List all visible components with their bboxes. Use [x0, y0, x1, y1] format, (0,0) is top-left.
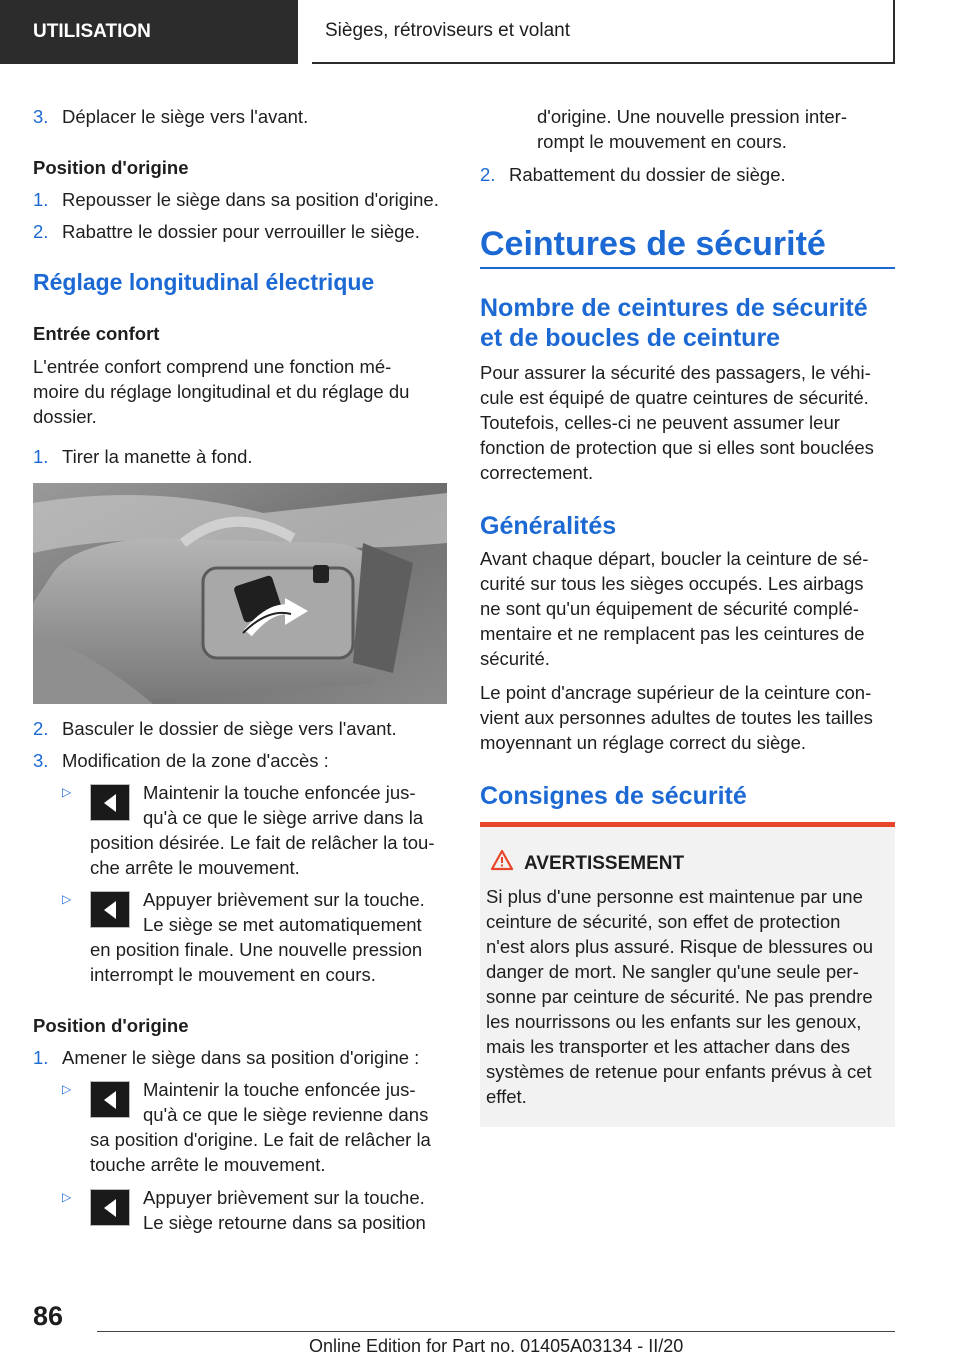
text-line: mais les transporter et les attacher dans des: [486, 1036, 851, 1057]
text-line: ne sont qu'un équipement de sécurité complé-: [480, 598, 859, 619]
step-number: 1.: [33, 189, 49, 210]
text-line: Appuyer brièvement sur la touche.: [143, 889, 425, 910]
text-line: Si plus d'une personne est maintenue par une: [486, 886, 863, 907]
step-text: Rabattre le dossier pour verrouiller le siège.: [62, 221, 420, 242]
bullet-text: [143, 1077, 428, 1127]
text-line: qu'à ce que le siège revienne dans: [143, 1104, 429, 1125]
text-line: Le siège retourne dans sa position: [143, 1212, 426, 1233]
text-line: n'est alors plus assuré. Risque de blessures ou: [486, 936, 874, 957]
text-line: sonne par ceinture de sécurité. Ne pas prendre: [486, 986, 873, 1007]
continued-text: [537, 104, 847, 154]
step-text: Tirer la manette à fond.: [62, 446, 253, 467]
bullet-text: [143, 887, 425, 937]
text-line: Le siège se met automatiquement: [143, 914, 422, 935]
step-text: Basculer le dossier de siège vers l'avant.: [62, 718, 397, 739]
text-line: che arrête le mouvement.: [90, 857, 300, 878]
section-tab: UTILISATION: [0, 0, 298, 64]
bullet-text: [90, 830, 435, 880]
text-line: effet.: [486, 1086, 527, 1107]
text-line: Maintenir la touche enfoncée jus-: [143, 782, 416, 803]
bullet-triangle-icon: ▷: [62, 785, 72, 799]
subheading-original-position: Position d'origine: [33, 157, 189, 178]
text-line: qu'à ce que le siège arrive dans la: [143, 807, 424, 828]
text-line: L'entrée confort comprend une fonction mé-: [33, 356, 392, 377]
seat-lever-photo: [33, 483, 447, 704]
general-paragraph: [480, 546, 868, 671]
warning-text: [486, 884, 891, 1109]
text-line: Le point d'ancrage supérieur de la ceinture con-: [480, 682, 872, 703]
text-line: en position finale. Une nouvelle pression: [90, 939, 423, 960]
text-line: moire du réglage longitudinal et du réglage du: [33, 381, 410, 402]
seat-button-icon: [90, 1189, 130, 1226]
text-line: moyennant un réglage correct du siège.: [480, 732, 807, 753]
step-text: Repousser le siège dans sa position d'origine.: [62, 189, 439, 210]
step-text: Amener le siège dans sa position d'origine :: [62, 1047, 420, 1068]
step-number: 1.: [33, 446, 49, 467]
heading-general: Généralités: [480, 512, 617, 540]
text-line: dossier.: [33, 406, 97, 427]
warning-box: [480, 822, 895, 1127]
heading-seat-belts: Ceintures de sécurité: [480, 225, 826, 263]
text-line: position désirée. Le fait de relâcher la tou-: [90, 832, 435, 853]
step-text: Rabattement du dossier de siège.: [509, 164, 786, 185]
text-line: vient aux personnes adultes de toutes les tailles: [480, 707, 873, 728]
footer-rule: [97, 1331, 895, 1332]
step-text: Modification de la zone d'accès :: [62, 750, 329, 771]
page-number: 86: [33, 1301, 64, 1331]
text-line: mentaire et ne remplacent pas les ceintures de: [480, 623, 865, 644]
step-number: 2.: [480, 164, 496, 185]
text-line: Toutefois, celles-ci ne peuvent assumer leur: [480, 412, 840, 433]
anchor-paragraph: [480, 680, 873, 755]
chapter-title: Sièges, rétroviseurs et volant: [312, 0, 895, 64]
bullet-triangle-icon: ▷: [62, 1190, 72, 1204]
seat-button-icon: [90, 891, 130, 928]
text-line: curité sur tous les sièges occupés. Les airbags: [480, 573, 864, 594]
text-line: Avant chaque départ, boucler la ceinture de sé-: [480, 548, 869, 569]
text-line: rompt le mouvement en cours.: [537, 131, 787, 152]
heading-line: et de boucles de ceinture: [480, 324, 781, 352]
heading-belt-count: [480, 293, 868, 353]
bullet-text: [143, 780, 423, 830]
belts-paragraph: [480, 360, 874, 485]
text-line: correctement.: [480, 462, 594, 483]
subheading-original-position: Position d'origine: [33, 1015, 189, 1036]
step-number: 3.: [33, 750, 49, 771]
heading-safety-notes: Consignes de sécurité: [480, 782, 747, 810]
text-line: cule est équipé de quatre ceintures de sécurité.: [480, 387, 869, 408]
seat-button-icon: [90, 784, 130, 821]
bullet-text: [143, 1185, 426, 1235]
heading-line: Nombre de ceintures de sécurité: [480, 294, 868, 322]
text-line: sa position d'origine. Le fait de relâcher la: [90, 1129, 431, 1150]
step-number: 2.: [33, 221, 49, 242]
step-number: 2.: [33, 718, 49, 739]
subheading-comfort-entry: Entrée confort: [33, 323, 160, 344]
step-number: 1.: [33, 1047, 49, 1068]
warning-title: AVERTISSEMENT: [524, 853, 685, 874]
seat-lever-illustration: [33, 483, 447, 704]
page-header: [0, 0, 960, 66]
heading-electric-adjustment: Réglage longitudinal électrique: [33, 269, 375, 295]
text-line: touche arrête le mouvement.: [90, 1154, 326, 1175]
seat-button-icon: [90, 1081, 130, 1118]
bullet-text: [90, 1127, 431, 1177]
bullet-triangle-icon: ▷: [62, 892, 72, 906]
text-line: Appuyer brièvement sur la touche.: [143, 1187, 425, 1208]
text-line: ceinture de sécurité, son effet de protection: [486, 911, 841, 932]
step-text: Déplacer le siège vers l'avant.: [62, 106, 309, 127]
text-line: interrompt le mouvement en cours.: [90, 964, 376, 985]
bullet-triangle-icon: ▷: [62, 1082, 72, 1096]
text-line: danger de mort. Ne sangler qu'une seule per-: [486, 961, 859, 982]
text-line: Maintenir la touche enfoncée jus-: [143, 1079, 416, 1100]
text-line: d'origine. Une nouvelle pression inter-: [537, 106, 847, 127]
text-line: systèmes de retenue pour enfants prévus à cet: [486, 1061, 872, 1082]
text-line: fonction de protection que si elles sont bouclées: [480, 437, 874, 458]
step-number: 3.: [33, 106, 49, 127]
bullet-text: [90, 937, 422, 987]
comfort-paragraph: [33, 354, 409, 429]
heading-rule: [480, 267, 895, 269]
warning-triangle-icon: [490, 849, 514, 871]
text-line: Pour assurer la sécurité des passagers, le véhi-: [480, 362, 871, 383]
text-line: sécurité.: [480, 648, 550, 669]
footer-edition: Online Edition for Part no. 01405A03134 - II/20: [309, 1336, 684, 1356]
text-line: les nourrissons ou les enfants sur les genoux,: [486, 1011, 862, 1032]
